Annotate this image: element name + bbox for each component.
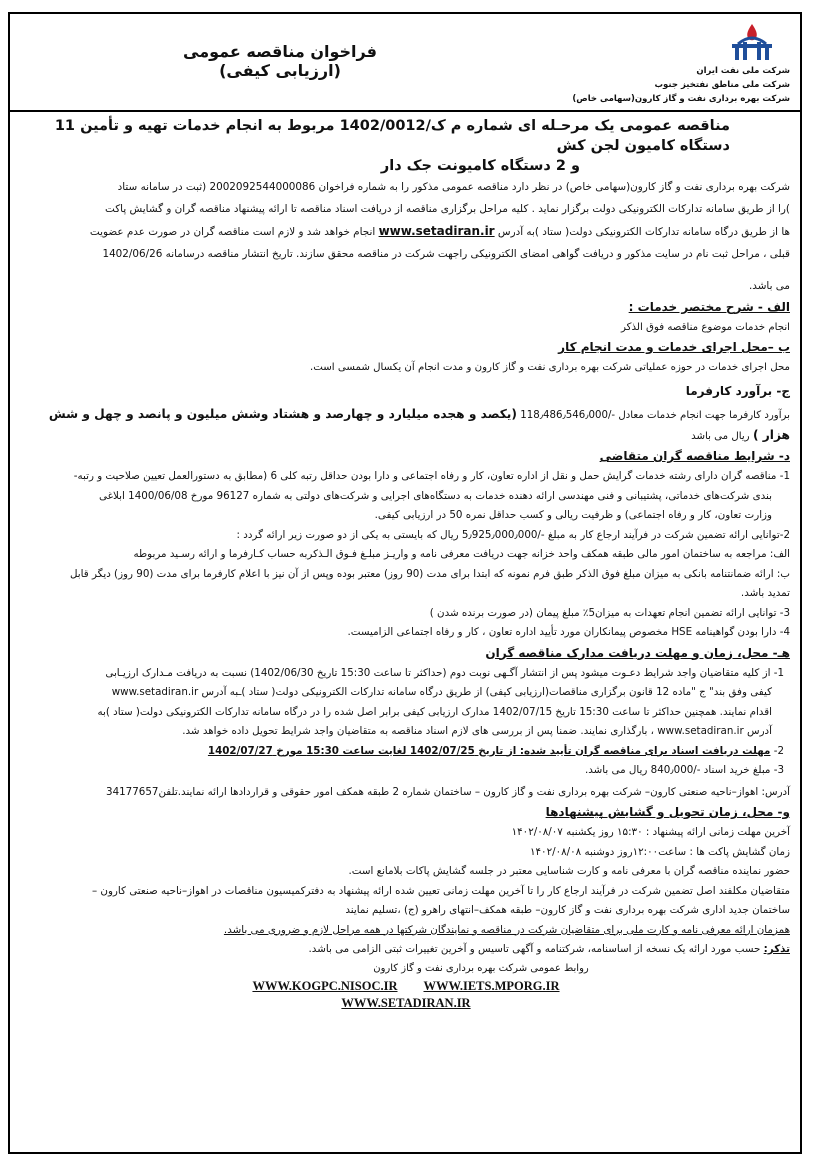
section-f-heading: و- محل، زمان تحویل و گشایش پیشنهادها (545, 805, 790, 819)
intro-line-2: )را از طریق سامانه تدارکات الکترونیکی دولت برگزار نماید . کلیه مراحل برگزاری مناقصه از دریافت اسناد مناقصه تا ارائه پیشنهاد مناقصه گران و گشایش پاکت (105, 203, 790, 215)
header (10, 14, 800, 112)
intro-line-4: قبلی ، مراحل ثبت نام در سایت مذکور و دریافت گواهی امضای الکترونیکی راجهت شرکت در مناقصه محقق سازند. تاریخ انتشار مناقصه درسامانه 1402/06/26 (102, 248, 790, 260)
nioc-logo-icon (726, 22, 778, 62)
deadline-1-text-1: از کلیه متقاضیان واجد شرایط دعـوت میشود پس از انتشار آگـهی نوبت دوم (حداکثر تا ساعت 15:30 تاریخ 1402/06/30) نسبت به دریافت مـدارک ارزیـابی (105, 666, 771, 679)
condition-1-line-1 (22, 467, 790, 487)
note-text: حسب مورد ارائه یک نسخه از اساسنامه، شرکتنامه و آگهی تاسیس و آخرین تغییرات ثبتی الزامی می باشد. (308, 943, 761, 955)
note-line (22, 940, 790, 960)
deadline-1-line-2: کیفی وفق بند" ج "ماده 12 قانون برگزاری مناقصات(ارزیابی کیفی) از طریق درگاه سامانه تدارکات الکترونیکی دولت( ستاد )ـبه آدرس www.setadiran.ir (111, 686, 772, 698)
section-a-text: انجام خدمات موضوع مناقصه فوق الذکر (621, 322, 790, 333)
setadiran-link[interactable]: www.setadiran.ir (378, 224, 495, 238)
section-c-text (22, 404, 790, 425)
condition-4: 4- دارا بودن گواهینامه HSE مخصوص پیمانکاران مورد تأیید اداره تعاون ، کار و رفاه اجتماعی الزامیست. (347, 626, 790, 638)
id-card-note: همزمان ارائه معرفی نامه و کارت ملی برای متقاضیان شرکت در مناقصه و نمایندگان شرکتها در همه مراحل لازم و ضروری می باشد. (223, 923, 790, 936)
setadiran-footer-link[interactable]: WWW.SETADIRAN.IR (341, 995, 471, 1010)
public-relations-signature: روابط عمومی شرکت بهره برداری نفت و گاز کارون (373, 962, 589, 974)
section-b-text: محل اجرای خدمات در حوزه عملیاتی شرکت بهره برداری نفت و گاز کارون و مدت انجام آن یکسال شمسی است. (310, 362, 790, 373)
tender-title (22, 116, 790, 176)
estimate-words: (یکصد و هجده میلیارد و چهارصد و هشتاد وشش میلیون و پانصد و چهل و شش (48, 407, 517, 421)
estimate-amount: برآورد کارفرما جهت انجام خدمات معادل -/118٫486٫546٫000 (520, 410, 790, 421)
tender-title-line-2: و 2 دستگاه کامیونت جک دار (380, 158, 580, 174)
header-title: فراخوان مناقصه عمومی (ارزیابی کیفی) (183, 42, 377, 80)
footer-links (22, 978, 790, 1012)
deadline-1-line-4: آدرس www.setadiran.ir ، بارگذاری نمایند. ضمنا پس از بررسی های لازم اسناد مناقصه به متقاضیان واجد شرایط تحویل داده خواهد شد. (182, 725, 772, 737)
section-b-heading: ب –محل اجرای خدمات و مدت انجام کار (558, 340, 790, 354)
section-c-text-2 (22, 425, 790, 446)
section-d-heading: د- شرایط مناقصه گران متقاضی (599, 449, 790, 463)
intro-line-3a: ها از طریق درگاه سامانه تدارکات الکترونیکی دولت( ستاد )به آدرس (497, 226, 790, 238)
deadline-2-number: 2- (773, 744, 784, 757)
deadline-2-text: مهلت دریافت اسناد برای مناقصه گران تأیید شده: از تاریخ 1402/07/25 لغایت ساعت 15:30 مورخ 1402/07/27 (207, 744, 771, 757)
deadline-1-line-3: اقدام نمایند. همچنین حداکثر تا ساعت 15:30 تاریخ 1402/07/15 مدارک ارزیابی کیفی برابر اصل شده را در درگاه سامانه تدارکات الکترونیکی دولت( ستاد )به (97, 705, 772, 718)
condition-3: 3- توانایی ارائه تضمین انجام تعهدات به میزان5٪ مبلغ پیمان (در صورت برنده شدن ) (429, 606, 790, 619)
note-label: تذکر: (763, 943, 790, 955)
condition-2a: الف: مراجعه به ساختمان امور مالی طبقه همکف واحد خزانه جهت دریافت معرفی نامه و واریـز مبلـغ فـوق الـذکربه حساب کـارفرما و ارائه رسـید مربوطه (133, 548, 790, 560)
intro-paragraph (22, 176, 790, 297)
opening-time: زمان گشایش پاکت ها : ساعت۱۲:۰۰روز دوشنبه ۱۴۰۲/۰۸/۰۸ (529, 845, 790, 858)
intro-line-5: می باشد. (748, 280, 790, 292)
deadline-1-line-1 (22, 664, 790, 684)
guarantee-delivery-line-1: متقاضیان مکلفند اصل تضمین شرکت در فرآیند ارجاع کار را تا آخرین مهلت زمانی تعیین شده ارائه پیشنهاد به دفترکمیسیون مناقصات در اهواز–ناحیه صنعتی کارون – (91, 884, 790, 897)
condition-2b-line-1: ب: ارائه ضمانتنامه بانکی به میزان مبلغ فوق الذکر طبق فرم نمونه که ابتدا برای مدت (90 روز) معتبر بوده وپس از آن نیز با اعلام کارفرما برای مدت (90 روز) دیگر قابل (69, 567, 790, 580)
condition-1-text-1: مناقصه گران دارای رشته خدمات گرایش حمل و نقل از اداره تعاون، کار و رفاه اجتماعی و دارا بودن حداقل رتبه کلی 6 (مطابق به دستورالعمل تعیین صلاحیت و رتبه- (73, 470, 777, 482)
submission-deadline: آخرین مهلت زمانی ارائه پیشنهاد : ۱۵:۳۰ روز یکشنبه ۱۴۰۲/۰۸/۰۷ (511, 826, 790, 838)
condition-2: 2-توانایی ارائه تضمین شرکت در فرآیند ارجاع کار به مبلغ -/5٫925٫000٫000 ریال که بایستی به یکی از دو صورت زیر ارائه گردد : (236, 528, 790, 541)
condition-1-line-3: وزارت تعاون، کار و رفاه اجتماعی) و ظرفیت ریالی و کسب حداقل نمره 50 در ارزیابی کیفی. (374, 509, 772, 521)
section-c-heading: ج- برآورد کارفرما (685, 384, 790, 398)
company-line-3: شرکت بهره برداری نفت و گاز کارون(سهامی خاص) (572, 94, 790, 104)
deadline-1-number: 1- (773, 666, 784, 679)
document-frame (8, 12, 802, 1154)
document-deadline-1 (22, 664, 790, 742)
estimate-words-end: هزار ) (752, 428, 790, 442)
company-line-1: شرکت ملی نفت ایران (696, 66, 790, 76)
intro-line-3 (22, 220, 790, 243)
tender-title-line-1: مناقصه عمومی یک مرحـله ای شماره م ک/1402/0012 مربوط به انجام خدمات تهیه و تأمین 11 دستگاه کامیون لجن کش (54, 118, 730, 154)
content (10, 112, 800, 1152)
intro-line-1: شرکت بهره برداری نفت و گاز کارون(سهامی خاص) در نظر دارد مناقصه عمومی مذکور را به شماره فراخوان 2002092544000086 (ثبت در سامانه ستاد (117, 181, 790, 193)
condition-2b-line-2: تمدید باشد. (740, 587, 790, 599)
estimate-unit: ریال می باشد (691, 431, 750, 442)
iets-link[interactable]: WWW.IETS.MPORG.IR (423, 978, 560, 993)
company-line-2: شرکت ملی مناطق نفتخیز جنوب (654, 80, 790, 90)
section-e-heading: هـ- محل، زمان و مهلت دریافت مدارک مناقصه گران (485, 645, 790, 660)
address-line: آدرس: اهواز–ناحیه صنعتی کارون– شرکت بهره برداری نفت و گاز کارون – ساختمان شماره 2 طبقه همکف امور حقوقی و قراردادها ارائه نمایند.تلفن34177657 (106, 785, 790, 798)
kogpc-link[interactable]: WWW.KOGPC.NISOC.IR (252, 978, 398, 993)
intro-line-3b: انجام خواهد شد و لازم است مناقصه گران در صورت عدم عضویت (89, 226, 376, 238)
document-deadline-2 (22, 742, 790, 762)
attendance-note: حضور نماینده مناقصه گران با معرفی نامه و کارت شناسایی معتبر در جلسه گشایش پاکات بلامانع است. (348, 865, 790, 877)
section-a-heading: الف - شرح مختصر خدمات : (628, 300, 790, 314)
condition-1 (22, 467, 790, 526)
document-price: 3- مبلغ خرید اسناد -/840٫000 ریال می باشد. (584, 764, 784, 776)
company-name-lines (490, 64, 790, 106)
guarantee-delivery-line-2: ساختمان جدید اداری شرکت بهره برداری نفت و گاز کارون– طبقه همکف–انتهای راهرو (ج) ،تسلیم نمایند (345, 904, 790, 916)
condition-1-line-2: بندی شرکت‌های خدماتی، پشتیبانی و فنی مهندسی ارائه دهنده خدمات به دستگاه‌های اجرایی و شرکت‌های دولتی به شماره 96127 مورخ 1400/06/08 ابلاغی (99, 489, 772, 502)
condition-1-number: 1- (779, 470, 790, 482)
